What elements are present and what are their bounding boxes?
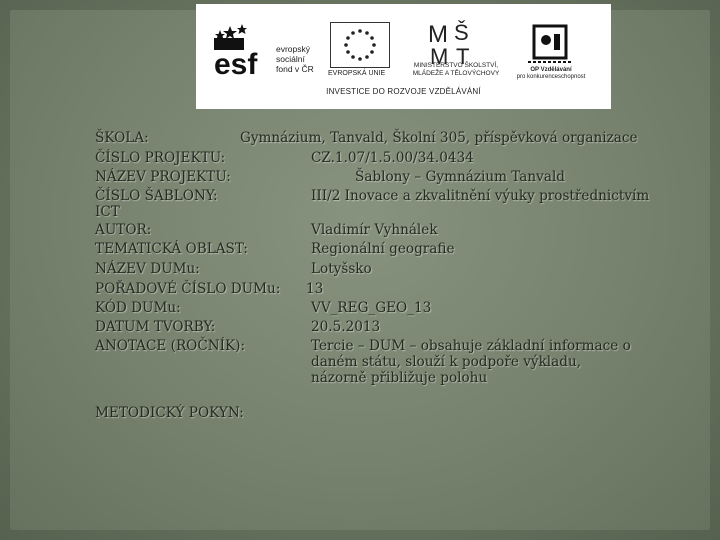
autor-value: Vladimír Vyhnálek (311, 222, 438, 238)
anotace-line: Tercie – DUM – obsahuje základní informace o (311, 338, 631, 354)
tematicka-oblast-value: Regionální geografie (311, 241, 455, 257)
esf-line: evropský (276, 44, 311, 54)
cislo-sablony-value: III/2 Inovace a zkvalitnění výuky prostřednictvím (311, 188, 650, 204)
kod-dumu-value: VV_REG_GEO_13 (311, 300, 432, 316)
nazev-dumu-label: NÁZEV DUMu: (95, 261, 200, 277)
svg-text:M: M (430, 44, 449, 68)
op-line: OP Vzdělávání (530, 67, 572, 73)
esf-line: fond v ČR (276, 64, 314, 74)
datum-tvorby-label: DATUM TVORBY: (95, 319, 216, 335)
skola-label: ŠKOLA: (95, 130, 149, 146)
autor-label: AUTOR: (95, 222, 152, 238)
kod-dumu-label: KÓD DUMu: (95, 300, 181, 316)
poradove-cislo-value: 13 (306, 281, 324, 297)
svg-text:T: T (456, 44, 470, 68)
eu-flag-icon (330, 22, 390, 68)
op-logo-icon (526, 22, 574, 66)
svg-text:esf: esf (214, 48, 258, 76)
msmt-line: MLÁDEŽE A TĚLOVÝCHOVY (412, 70, 500, 77)
op-line: pro konkurenceschopnost (516, 74, 586, 80)
cislo-sablony-continuation: ICT (95, 204, 120, 220)
anotace-line: daném státu, slouží k podpoře výkladu, (311, 354, 582, 370)
anotace-line: názorně přibližuje polohu (311, 370, 488, 386)
svg-text:M: M (428, 21, 448, 48)
esf-line: sociální (276, 54, 305, 64)
poradove-cislo-label: POŘADOVÉ ČÍSLO DUMu: (95, 281, 281, 297)
msmt-caption (401, 62, 511, 78)
eu-caption: EVROPSKÁ UNIE (328, 70, 386, 77)
tematicka-oblast-label: TEMATICKÁ OBLAST: (95, 241, 249, 257)
esf-caption (276, 44, 314, 74)
skola-value: Gymnázium, Tanvald, Školní 305, příspěvková organizace (240, 130, 638, 146)
esf-logo-icon (214, 24, 272, 76)
anotace-label: ANOTACE (ROČNÍK): (95, 338, 246, 354)
datum-tvorby-value: 20.5.2013 (311, 319, 381, 335)
nazev-projektu-value: Šablony – Gymnázium Tanvald (355, 169, 565, 185)
invest-slogan: INVESTICE DO ROZVOJE VZDĚLÁVÁNÍ (326, 87, 481, 96)
nazev-dumu-value: Lotyšsko (311, 261, 372, 277)
logo-banner (196, 4, 611, 109)
msmt-line: MINISTERSTVO ŠKOLSTVÍ, (413, 62, 499, 69)
op-caption (514, 67, 588, 81)
cislo-projektu-value: CZ.1.07/1.5.00/34.0434 (311, 150, 474, 166)
cislo-projektu-label: ČÍSLO PROJEKTU: (95, 150, 226, 166)
cislo-sablony-label: ČÍSLO ŠABLONY: (95, 188, 218, 204)
msmt-logo-icon (428, 18, 482, 68)
metodicky-pokyn-label: METODICKÝ POKYN: (95, 405, 244, 421)
nazev-projektu-label: NÁZEV PROJEKTU: (95, 169, 231, 185)
svg-text:Š: Š (454, 20, 469, 45)
